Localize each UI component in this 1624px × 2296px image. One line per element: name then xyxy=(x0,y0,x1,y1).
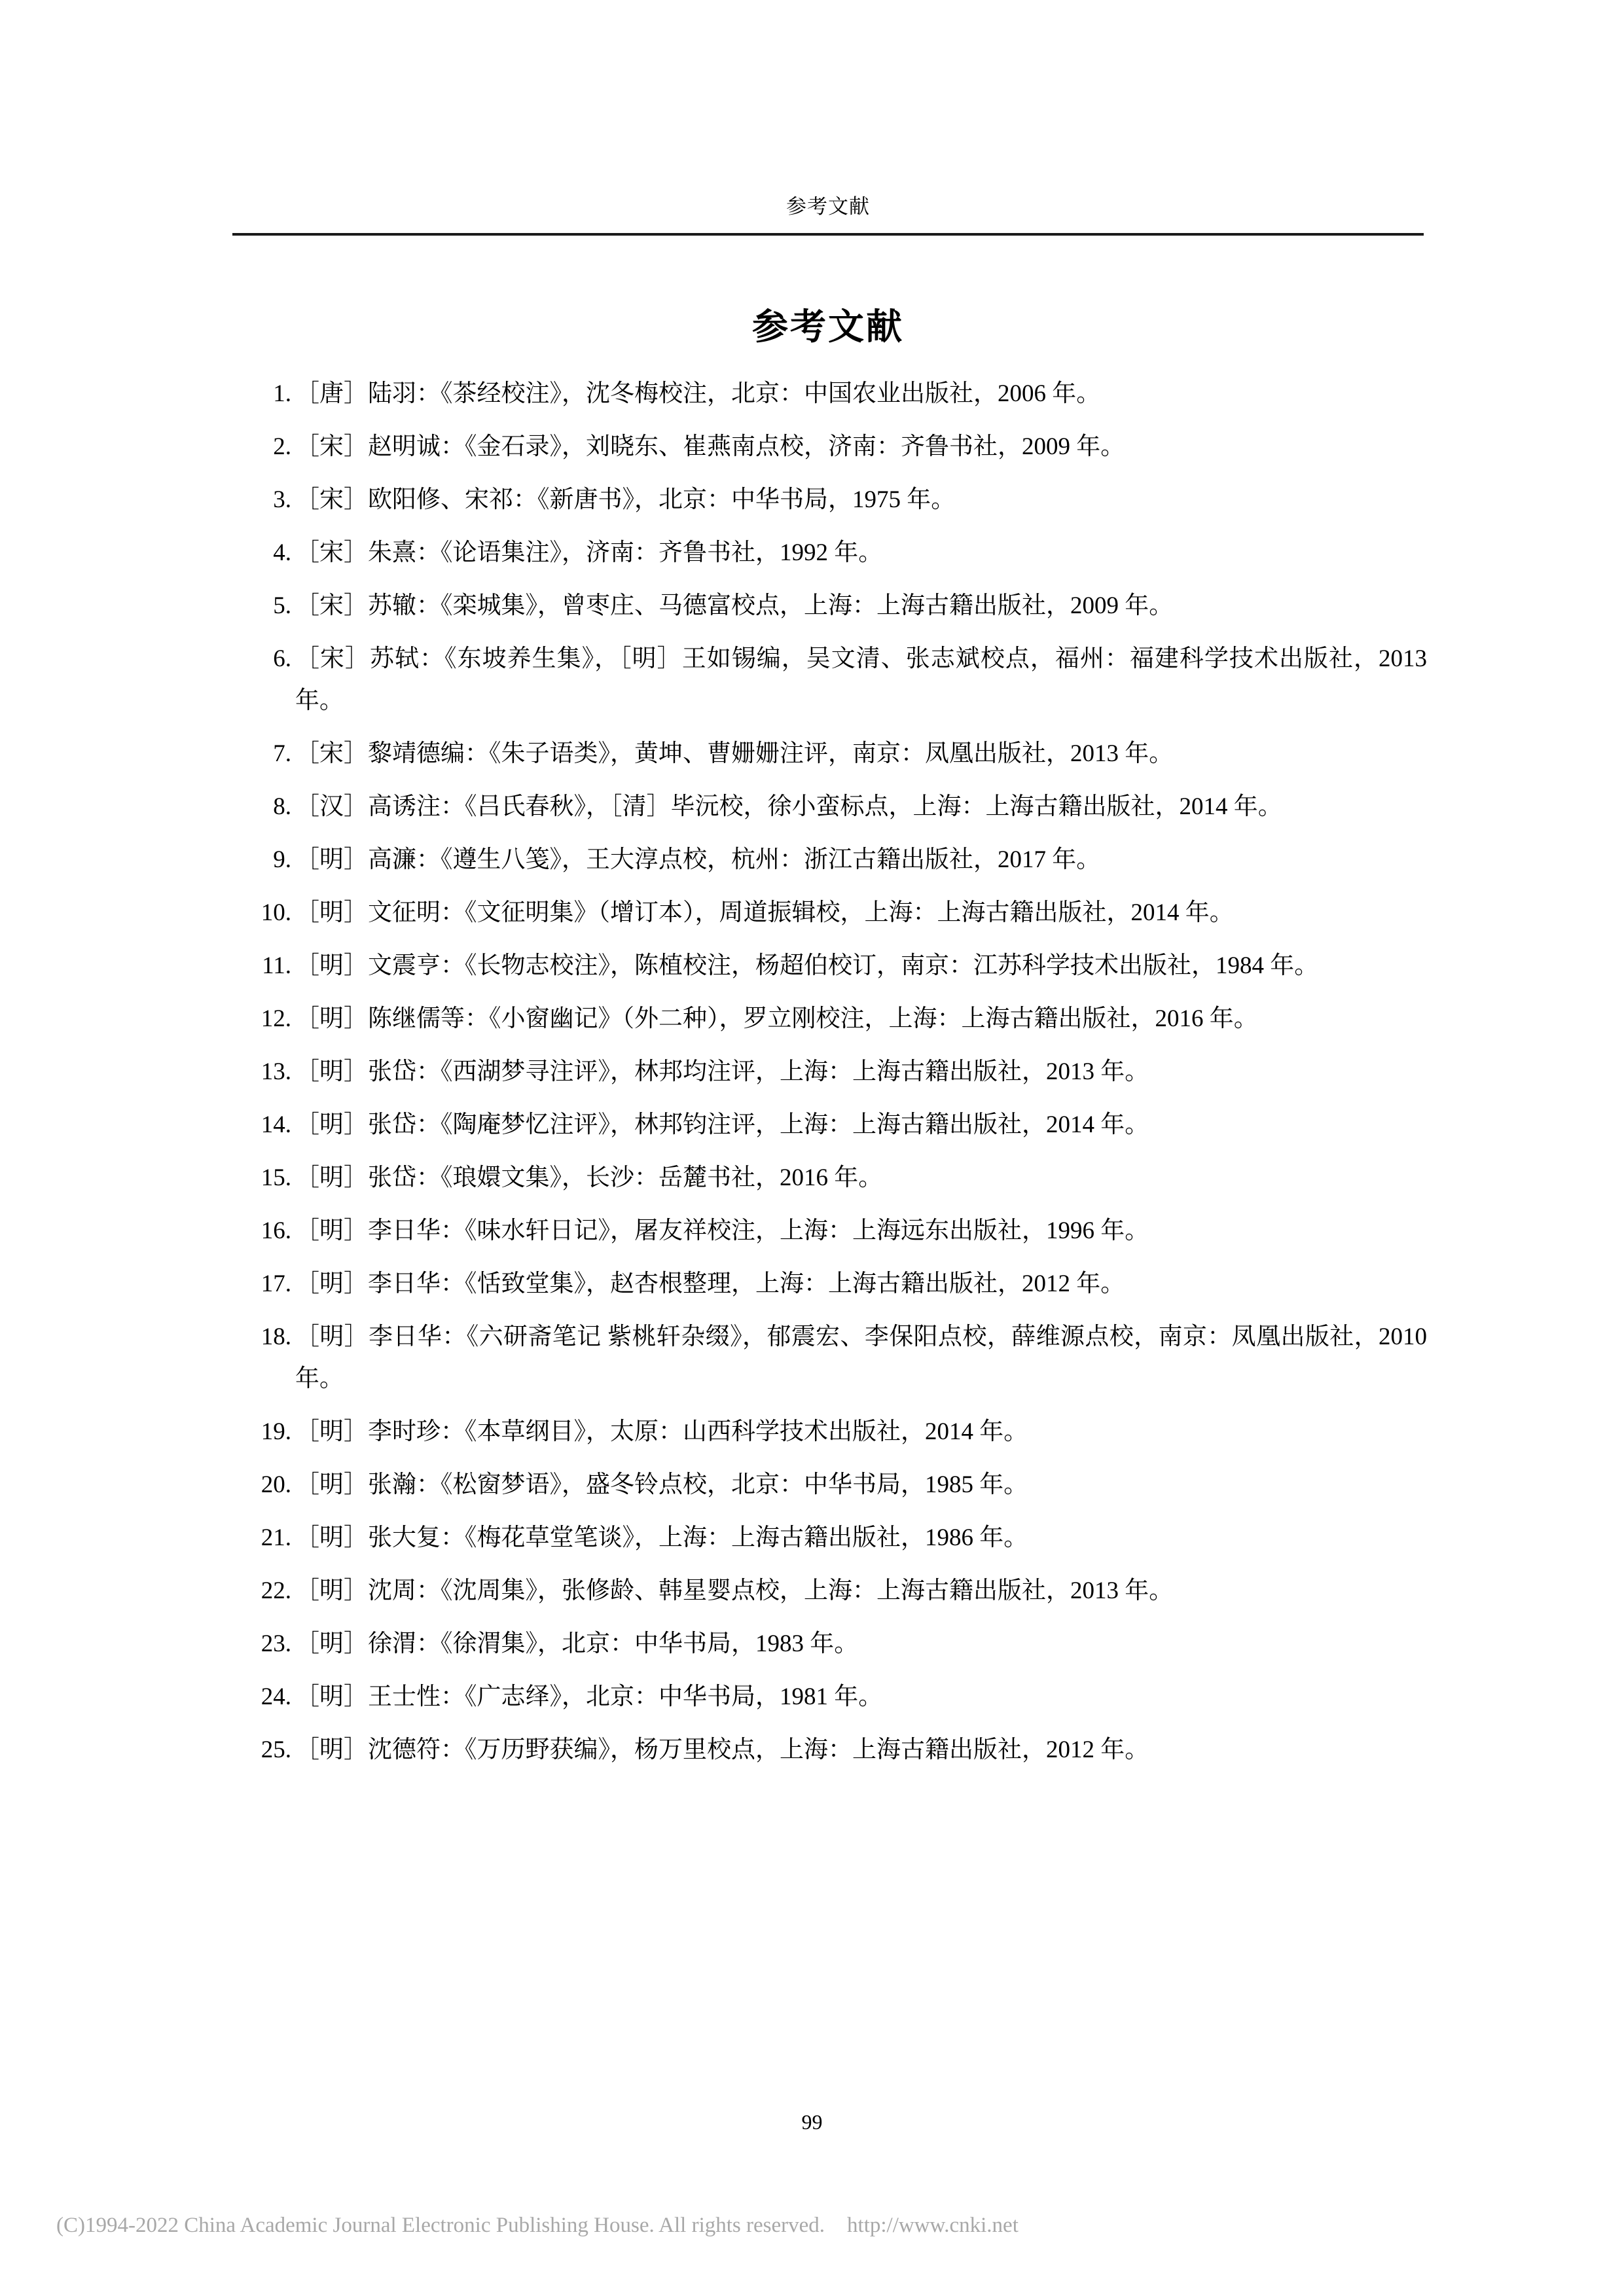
reference-entry xyxy=(232,1210,1427,1252)
reference-number: 5. xyxy=(273,592,291,619)
reference-number: 1. xyxy=(273,380,291,407)
cnki-url: http://www.cnki.net xyxy=(847,2214,1019,2237)
reference-text: ［明］王士性：《广志绎》，北京：中华书局，1981 年。 xyxy=(295,1683,883,1710)
reference-number: 8. xyxy=(273,793,291,820)
reference-text: ［宋］朱熹：《论语集注》，济南：齐鲁书社，1992 年。 xyxy=(295,539,883,566)
reference-entry xyxy=(232,945,1427,987)
reference-number: 20. xyxy=(261,1471,291,1498)
reference-number: 3. xyxy=(273,486,291,513)
reference-entry xyxy=(232,1157,1427,1199)
reference-text: ［唐］陆羽：《茶经校注》，沈冬梅校注，北京：中国农业出版社，2006 年。 xyxy=(295,380,1101,407)
reference-text: ［明］李日华：《味水轩日记》，屠友祥校注，上海：上海远东出版社，1996 年。 xyxy=(295,1217,1149,1244)
reference-number: 15. xyxy=(261,1164,291,1191)
reference-list xyxy=(232,373,1427,1782)
reference-text: ［明］李日华：《六研斋笔记 紫桃轩杂缀》，郁震宏、李保阳点校，薛维源点校，南京：凤凰出版社，2010 年。 xyxy=(295,1323,1427,1392)
page-title: 参考文献 xyxy=(751,306,904,347)
reference-entry xyxy=(232,786,1427,828)
reference-text: ［明］沈德符：《万历野获编》，杨万里校点，上海：上海古籍出版社，2012 年。 xyxy=(295,1736,1149,1763)
reference-number: 18. xyxy=(261,1323,291,1350)
reference-text: ［明］李日华：《恬致堂集》，赵杏根整理，上海：上海古籍出版社，2012 年。 xyxy=(295,1270,1125,1297)
reference-number: 4. xyxy=(273,539,291,566)
reference-entry xyxy=(232,1517,1427,1559)
reference-text: ［明］张岱：《陶庵梦忆注评》，林邦钧注评，上海：上海古籍出版社，2014 年。 xyxy=(295,1111,1149,1138)
reference-number: 7. xyxy=(273,740,291,767)
cnki-footer xyxy=(56,2211,1568,2240)
copyright-notice: (C)1994-2022 China Academic Journal Electronic Publishing House. All rights reserved. xyxy=(56,2214,825,2237)
reference-text: ［明］张大复：《梅花草堂笔谈》，上海：上海古籍出版社，1986 年。 xyxy=(295,1524,1028,1551)
reference-entry xyxy=(232,638,1427,722)
reference-entry xyxy=(232,1464,1427,1506)
reference-text: ［明］李时珍：《本草纲目》，太原：山西科学技术出版社，2014 年。 xyxy=(295,1418,1028,1445)
reference-number: 10. xyxy=(261,899,291,926)
reference-number: 21. xyxy=(261,1524,291,1551)
reference-number: 6. xyxy=(273,645,291,672)
reference-number: 17. xyxy=(261,1270,291,1297)
reference-entry xyxy=(232,532,1427,574)
reference-entry xyxy=(232,426,1427,468)
reference-entry xyxy=(232,479,1427,521)
reference-entry xyxy=(232,585,1427,627)
reference-number: 14. xyxy=(261,1111,291,1138)
header-rule xyxy=(232,233,1424,236)
reference-text: ［明］徐渭：《徐渭集》，北京：中华书局，1983 年。 xyxy=(295,1630,859,1657)
reference-entry xyxy=(232,1623,1427,1665)
reference-entry xyxy=(232,373,1427,415)
reference-text: ［宋］欧阳修、宋祁：《新唐书》，北京：中华书局，1975 年。 xyxy=(295,486,956,513)
reference-number: 11. xyxy=(262,952,291,979)
reference-number: 19. xyxy=(261,1418,291,1445)
reference-text: ［宋］赵明诚：《金石录》，刘晓东、崔燕南点校，济南：齐鲁书社，2009 年。 xyxy=(295,433,1125,460)
reference-entry xyxy=(232,1104,1427,1146)
reference-text: ［宋］苏辙：《栾城集》，曾枣庄、马德富校点，上海：上海古籍出版社，2009 年。 xyxy=(295,592,1174,619)
reference-number: 2. xyxy=(273,433,291,460)
reference-text: ［明］张岱：《琅嬛文集》，长沙：岳麓书社，2016 年。 xyxy=(295,1164,883,1191)
reference-number: 16. xyxy=(261,1217,291,1244)
reference-number: 9. xyxy=(273,846,291,873)
reference-text: ［明］沈周：《沈周集》，张修龄、韩星婴点校，上海：上海古籍出版社，2013 年。 xyxy=(295,1577,1174,1604)
reference-text: ［宋］苏轼：《东坡养生集》，［明］王如锡编，吴文清、张志斌校点，福州：福建科学技术出版社，2013 年。 xyxy=(295,645,1427,714)
reference-text: ［明］文征明：《文征明集》（增订本），周道振辑校，上海：上海古籍出版社，2014 年。 xyxy=(295,899,1234,926)
reference-entry xyxy=(232,892,1427,934)
reference-entry xyxy=(232,839,1427,881)
reference-text: ［汉］高诱注：《吕氏春秋》，［清］毕沅校，徐小蛮标点，上海：上海古籍出版社，2014 年。 xyxy=(295,793,1282,820)
reference-entry xyxy=(232,1676,1427,1718)
reference-entry xyxy=(232,1263,1427,1305)
reference-number: 24. xyxy=(261,1683,291,1710)
reference-entry xyxy=(232,1316,1427,1400)
reference-number: 25. xyxy=(261,1736,291,1763)
page-number: 99 xyxy=(801,2110,823,2134)
reference-text: ［明］文震亨：《长物志校注》，陈植校注，杨超伯校订，南京：江苏科学技术出版社，1984 年。 xyxy=(295,952,1319,979)
reference-number: 22. xyxy=(261,1577,291,1604)
reference-number: 12. xyxy=(261,1005,291,1032)
reference-text: ［明］陈继儒等：《小窗幽记》（外二种），罗立刚校注，上海：上海古籍出版社，2016 年。 xyxy=(295,1005,1258,1032)
reference-text: ［明］张瀚：《松窗梦语》，盛冬铃点校，北京：中华书局，1985 年。 xyxy=(295,1471,1028,1498)
reference-text: ［宋］黎靖德编：《朱子语类》，黄坤、曹姗姗注评，南京：凤凰出版社，2013 年。 xyxy=(295,740,1174,767)
running-header: 参考文献 xyxy=(786,195,870,218)
reference-entry xyxy=(232,1051,1427,1093)
reference-text: ［明］高濂：《遵生八笺》，王大淳点校，杭州：浙江古籍出版社，2017 年。 xyxy=(295,846,1101,873)
reference-number: 23. xyxy=(261,1630,291,1657)
reference-number: 13. xyxy=(261,1058,291,1085)
reference-entry xyxy=(232,733,1427,775)
reference-entry xyxy=(232,1729,1427,1771)
reference-entry xyxy=(232,1570,1427,1612)
reference-text: ［明］张岱：《西湖梦寻注评》，林邦均注评，上海：上海古籍出版社，2013 年。 xyxy=(295,1058,1149,1085)
reference-entry xyxy=(232,998,1427,1040)
reference-entry xyxy=(232,1411,1427,1453)
